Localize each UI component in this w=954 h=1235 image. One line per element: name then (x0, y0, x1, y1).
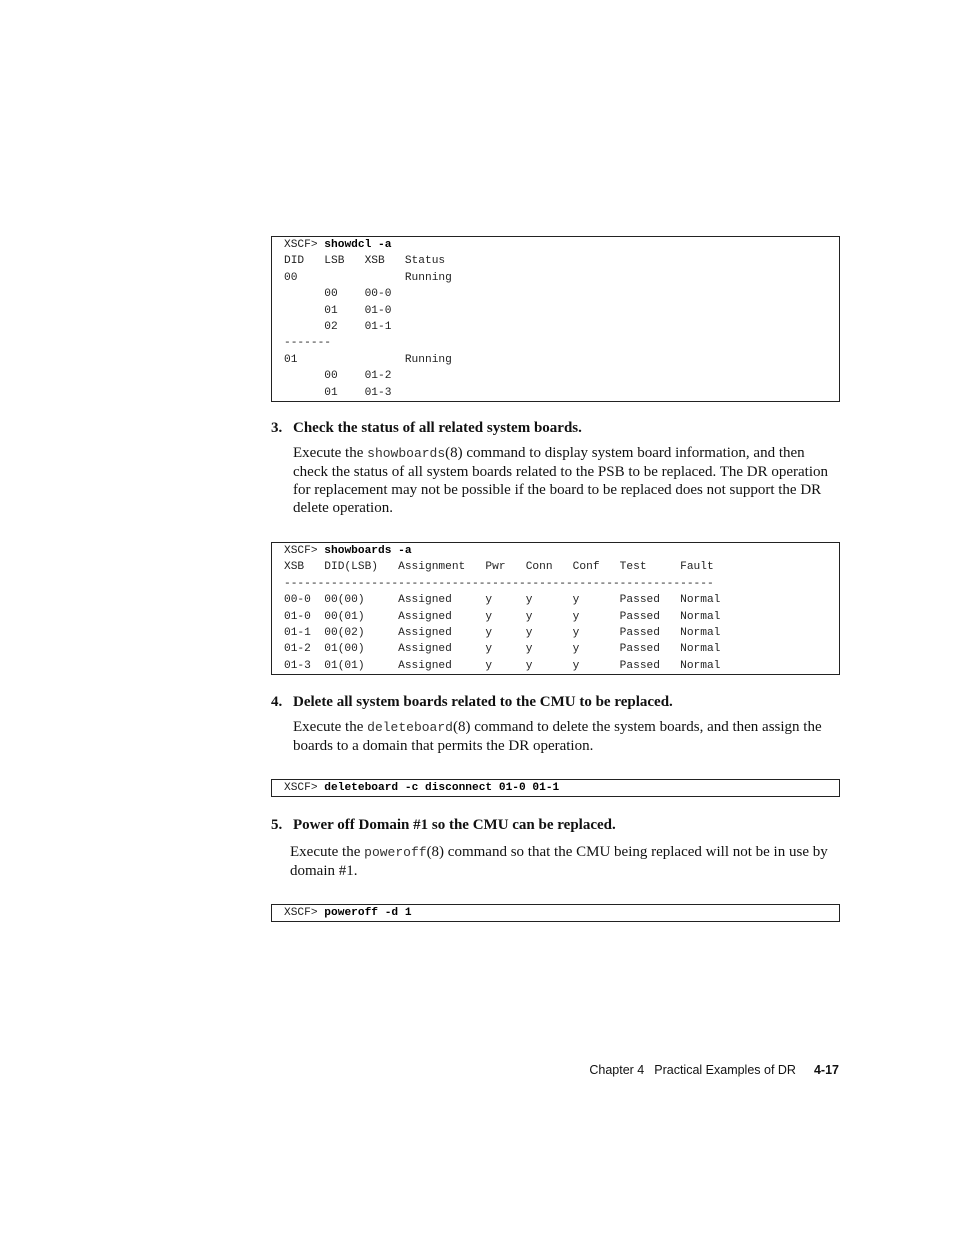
output-line: DID LSB XSB Status (284, 255, 446, 268)
step-number: 3. (271, 420, 283, 436)
command-name: deleteboard (367, 720, 453, 735)
step-title-text: Delete all system boards related to the CMU to be replaced. (293, 694, 673, 710)
output-line: 02 01-1 (284, 321, 392, 334)
showboards-code-block (271, 542, 840, 675)
paragraph-text: Execute the (293, 445, 368, 461)
poweroff-code-block (271, 904, 840, 922)
command: showboards -a (324, 545, 412, 557)
step-4-paragraph (293, 718, 843, 755)
step-4-title (271, 694, 673, 711)
paragraph-text: Execute the (293, 719, 368, 735)
output-line: 01-2 01(00) Assigned y y y Passed Normal (284, 643, 721, 656)
prompt: XSCF> (284, 239, 325, 251)
prompt: XSCF> (284, 545, 325, 557)
deleteboard-code-block (271, 779, 840, 797)
command: deleteboard -c disconnect 01-0 01-1 (324, 782, 560, 794)
step-number: 5. (271, 817, 283, 833)
paragraph-text: Execute the (290, 844, 365, 860)
step-5-title (271, 817, 616, 834)
command: poweroff -d 1 (324, 907, 412, 919)
output-line: 00-0 00(00) Assigned y y y Passed Normal (284, 594, 721, 607)
command-name: showboards (367, 446, 446, 461)
prompt: XSCF> (284, 782, 325, 794)
step-title-text: Check the status of all related system boards. (293, 420, 582, 436)
output-line: 01-0 00(01) Assigned y y y Passed Normal (284, 610, 721, 623)
output-line: 01 Running (284, 353, 452, 366)
output-line: 01-3 01(01) Assigned y y y Passed Normal (284, 659, 721, 672)
prompt: XSCF> (284, 907, 325, 919)
step-number: 4. (271, 694, 283, 710)
showdcl-code-block (271, 236, 840, 402)
output-line: 01-1 00(02) Assigned y y y Passed Normal (284, 627, 721, 640)
output-line: ---------------------------------------------------------------- (284, 577, 714, 590)
footer-chapter: Chapter 4 (589, 1063, 645, 1077)
paragraph-text: (8) command to display system board information, and then check the status of all system boards related to the PSB to be replaced. The DR operation for replacement may not be possible if the board to be replaced does not support the DR delete operation. (293, 445, 828, 516)
paragraph-text: (8) command so that the CMU being replaced will not be in use by domain #1. (290, 844, 828, 879)
step-title-text: Power off Domain #1 so the CMU can be replaced. (293, 817, 616, 833)
output-line: 00 00-0 (284, 288, 392, 301)
step-5-paragraph (290, 843, 842, 880)
output-line: 01 01-0 (284, 304, 392, 317)
footer-title: Practical Examples of DR (654, 1063, 796, 1077)
output-line: 00 01-2 (284, 370, 392, 383)
paragraph-text: (8) command to delete the system boards, and then assign the boards to a domain that permits the DR operation. (293, 719, 822, 754)
page-footer (589, 1063, 839, 1077)
command-name: poweroff (364, 845, 427, 860)
step-3-paragraph (293, 444, 843, 517)
command: showdcl -a (324, 239, 392, 251)
output-line: 00 Running (284, 271, 452, 284)
step-3-title (271, 420, 582, 437)
output-line: ------- (284, 337, 331, 350)
page-number: 4-17 (813, 1063, 839, 1077)
output-line: XSB DID(LSB) Assignment Pwr Conn Conf Test Fault (284, 561, 714, 574)
output-line: 01 01-3 (284, 386, 392, 399)
